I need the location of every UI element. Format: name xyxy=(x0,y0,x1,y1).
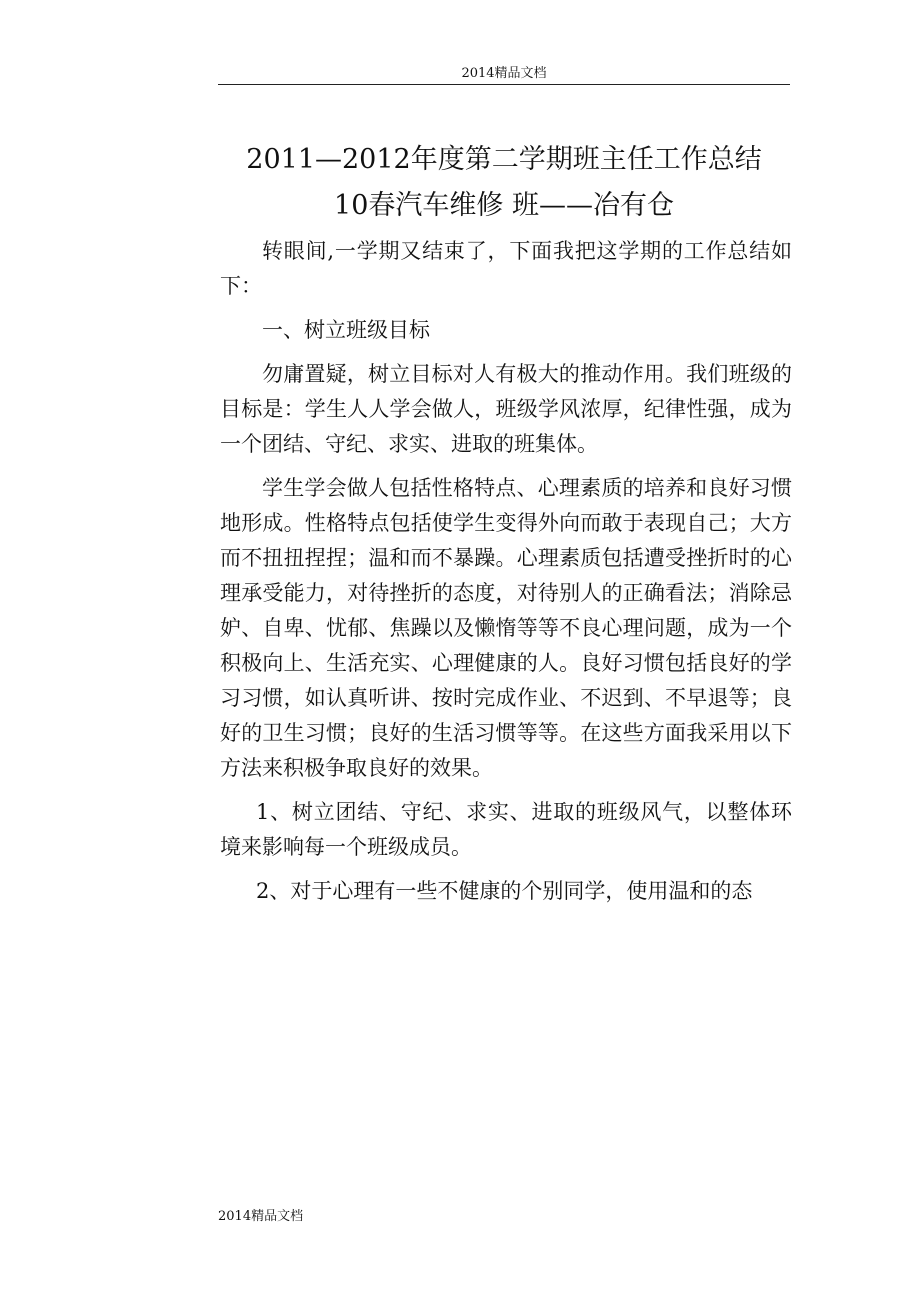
section-heading: 一、树立班级目标 xyxy=(262,318,430,342)
page-header: 2014精品文档 xyxy=(461,66,547,81)
numbered-paragraph: 1、树立团结、守纪、求实、进取的班级风气，以整体环境来影响每一个班级成员。 xyxy=(220,800,792,859)
document-title: 2011—2012年度第二学期班主任工作总结 xyxy=(246,144,762,175)
body-paragraph: 学生学会做人包括性格特点、心理素质的培养和良好习惯地形成。性格特点包括使学生变得外向而敢于表现自己；大方而不扭扭捏捏；温和而不暴躁。心理素质包括遭受挫折时的心理承受能力，对待挫折的态度，对待别人的正确看法；消除忌妒、自卑、忧郁、焦躁以及懒惰等等不良心理问题，成为一个积极向上、生活充实、心理健康的人。良好习惯包括良好的学习习惯，如认真听讲、按时完成作业、不迟到、不早退等；良好的卫生习惯；良好的生活习惯等等。在这些方面我采用以下方法来积极争取良好的效果。 xyxy=(220,476,792,780)
header-divider xyxy=(218,84,790,85)
intro-paragraph: 转眼间,一学期又结束了，下面我把这学期的工作总结如下： xyxy=(220,239,792,298)
body-paragraph: 勿庸置疑，树立目标对人有极大的推动作用。我们班级的目标是：学生人人学会做人，班级学风浓厚，纪律性强，成为一个团结、守纪、求实、进取的班集体。 xyxy=(220,362,792,456)
document-subtitle: 10春汽车维修 班——冶有仓 xyxy=(334,190,674,221)
numbered-paragraph: 2、对于心理有一些不健康的个别同学，使用温和的态 xyxy=(256,879,753,903)
page-footer: 2014精品文档 xyxy=(218,1209,304,1224)
document-body xyxy=(220,234,792,918)
